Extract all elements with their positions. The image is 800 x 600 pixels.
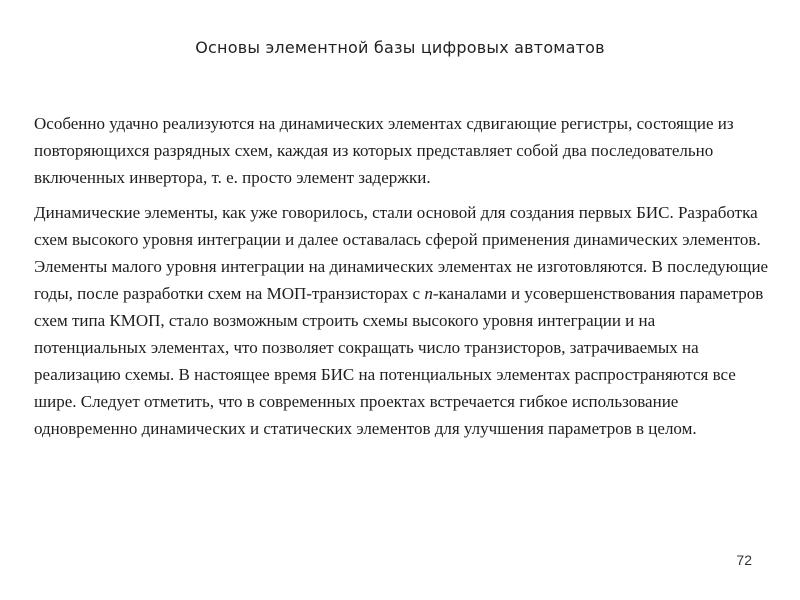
slide-title: Основы элементной базы цифровых автоматов (195, 38, 605, 57)
paragraph-2-part-1: Динамические элементы, как уже говорилось, стали основой для создания первых БИС. Разработка схем высокого уровня интеграции и далее оставалась сферой применения динамических элементов. Элементы малого уровня интеграции на динамических элементах не изготовляются. В последующие годы, после разработки схем на МОП-транзисторах с (34, 203, 769, 303)
paragraph-2-italic-n: n (424, 284, 433, 303)
slide-body (34, 110, 769, 450)
paragraph-1: Особенно удачно реализуются на динамических элементах сдвигающие регистры, состоящие из повторяющихся разрядных схем, каждая из которых представляет собой два последовательно включенных инвертора, т. е. просто элемент задержки. (34, 114, 734, 187)
paragraph-2-part-2: -каналами и усовершенствования параметров схем типа КМОП, стало возможным строить схемы высокого уровня интеграции и на потенциальных элементах, что позволяет сокращать число транзисторов, затрачиваемых на реализацию схемы. В настоящее время БИС на потенциальных элементах распространяются все шире. Следует отметить, что в современных проектах встречается гибкое использование одновременно динамических и статических элементов для улучшения параметров в целом. (34, 284, 764, 438)
paragraph-2 (34, 199, 769, 442)
page-number: 72 (736, 552, 752, 568)
